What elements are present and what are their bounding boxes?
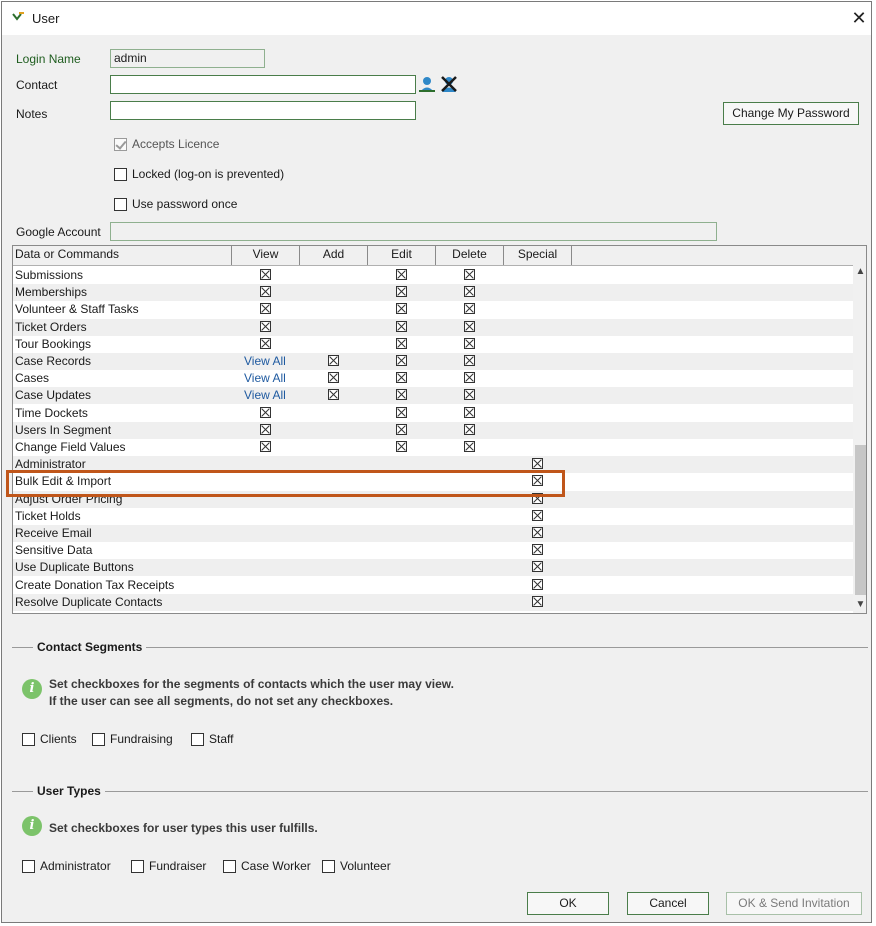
type-case-worker-checkbox[interactable] xyxy=(223,860,236,873)
add-checkbox[interactable] xyxy=(328,372,339,383)
change-password-button[interactable]: Change My Password xyxy=(723,102,859,125)
segment-staff-label: Staff xyxy=(209,732,234,746)
add-checkbox[interactable] xyxy=(328,355,339,366)
edit-checkbox[interactable] xyxy=(396,424,407,435)
notes-label: Notes xyxy=(16,107,48,121)
view-all-link[interactable]: View All xyxy=(244,388,286,403)
app-logo-icon xyxy=(12,11,26,25)
row-name: Ticket Holds xyxy=(15,508,81,523)
type-administrator-label: Administrator xyxy=(40,859,111,873)
segment-fundraising-checkbox[interactable] xyxy=(92,733,105,746)
table-row[interactable] xyxy=(13,542,853,559)
locked-label: Locked (log-on is prevented) xyxy=(132,167,285,181)
scroll-up-icon[interactable]: ▲ xyxy=(855,266,866,277)
use-password-once-label: Use password once xyxy=(132,197,238,211)
table-row[interactable] xyxy=(13,267,853,284)
table-row[interactable] xyxy=(13,387,853,404)
view-checkbox[interactable] xyxy=(260,338,271,349)
contact-field[interactable] xyxy=(110,75,416,94)
ok-button[interactable]: OK xyxy=(527,892,609,915)
table-row[interactable] xyxy=(13,284,853,301)
row-name: Cases xyxy=(15,371,50,386)
view-checkbox[interactable] xyxy=(260,407,271,418)
edit-checkbox[interactable] xyxy=(396,321,407,332)
notes-field[interactable] xyxy=(110,101,416,120)
table-row[interactable] xyxy=(13,319,853,336)
row-name: Volunteer & Staff Tasks xyxy=(15,302,139,317)
edit-checkbox[interactable] xyxy=(396,355,407,366)
edit-checkbox[interactable] xyxy=(396,407,407,418)
row-name: Change Field Values xyxy=(15,440,126,454)
info-icon: i xyxy=(22,679,42,699)
google-account-label: Google Account xyxy=(16,225,101,239)
special-checkbox[interactable] xyxy=(532,579,543,590)
type-fundraiser-checkbox[interactable] xyxy=(131,860,144,873)
delete-checkbox[interactable] xyxy=(464,389,475,400)
grid-scrollbar[interactable] xyxy=(853,265,867,613)
delete-checkbox[interactable] xyxy=(464,321,475,332)
row-name: Submissions xyxy=(15,268,84,282)
clear-contact-icon[interactable] xyxy=(440,75,458,93)
edit-checkbox[interactable] xyxy=(396,338,407,349)
delete-checkbox[interactable] xyxy=(464,303,475,314)
delete-checkbox[interactable] xyxy=(464,441,475,452)
delete-checkbox[interactable] xyxy=(464,269,475,280)
view-checkbox[interactable] xyxy=(260,424,271,435)
row-name: Sensitive Data xyxy=(15,543,93,558)
row-name: Ticket Orders xyxy=(15,319,87,334)
type-volunteer-label: Volunteer xyxy=(340,859,391,873)
select-contact-icon[interactable] xyxy=(418,75,436,93)
segment-staff-checkbox[interactable] xyxy=(191,733,204,746)
accepts-licence-label: Accepts Licence xyxy=(132,137,220,151)
table-row[interactable] xyxy=(13,525,853,542)
contact-segments-info-line1: Set checkboxes for the segments of contacts which the user may view. xyxy=(49,677,455,691)
table-row[interactable] xyxy=(13,594,853,611)
table-row[interactable] xyxy=(13,370,853,387)
special-checkbox[interactable] xyxy=(532,596,543,607)
info-icon: i xyxy=(22,816,42,836)
contact-segments-info-line2: If the user can see all segments, do not set any checkboxes. xyxy=(49,694,394,708)
add-checkbox[interactable] xyxy=(328,389,339,400)
highlight-box xyxy=(6,470,565,497)
edit-checkbox[interactable] xyxy=(396,286,407,297)
permissions-grid xyxy=(12,245,867,614)
special-checkbox[interactable] xyxy=(532,561,543,572)
table-row[interactable] xyxy=(13,559,853,576)
type-case-worker-label: Case Worker xyxy=(241,859,311,873)
segment-fundraising-label: Fundraising xyxy=(110,732,173,746)
table-row[interactable] xyxy=(13,405,853,422)
scroll-thumb[interactable] xyxy=(855,445,866,595)
row-name: Create Donation Tax Receipts xyxy=(15,577,175,592)
row-name: Time Dockets xyxy=(15,405,88,420)
edit-checkbox[interactable] xyxy=(396,303,407,314)
view-all-link[interactable]: View All xyxy=(244,354,286,368)
table-row[interactable] xyxy=(13,508,853,525)
contact-segments-title: Contact Segments xyxy=(33,640,146,654)
row-name: Use Duplicate Buttons xyxy=(15,560,134,575)
column-header-special[interactable]: Special xyxy=(504,246,572,265)
edit-checkbox[interactable] xyxy=(396,389,407,400)
user-types-title: User Types xyxy=(33,784,105,798)
row-name: Bulk Edit & Import xyxy=(15,474,112,489)
row-name: Case Updates xyxy=(15,388,92,403)
window-title: User xyxy=(32,11,60,26)
edit-checkbox[interactable] xyxy=(396,269,407,280)
type-volunteer-checkbox[interactable] xyxy=(322,860,335,873)
table-row[interactable] xyxy=(13,422,853,439)
table-row[interactable] xyxy=(13,439,853,456)
delete-checkbox[interactable] xyxy=(464,407,475,418)
login-name-label: Login Name xyxy=(16,52,81,66)
delete-checkbox[interactable] xyxy=(464,355,475,366)
table-row[interactable] xyxy=(13,577,853,594)
view-checkbox[interactable] xyxy=(260,321,271,332)
row-name: Administrator xyxy=(15,457,86,472)
row-name: Adjust Order Pricing xyxy=(15,491,123,506)
user-types-info-line1: Set checkboxes for user types this user fulfills. xyxy=(49,821,318,835)
special-checkbox[interactable] xyxy=(532,544,543,555)
use-password-once-checkbox[interactable] xyxy=(114,198,127,211)
special-checkbox[interactable] xyxy=(532,510,543,521)
column-header-edit[interactable]: Edit xyxy=(368,246,436,265)
view-all-link[interactable]: View All xyxy=(244,371,286,386)
edit-checkbox[interactable] xyxy=(396,372,407,383)
grid-header xyxy=(13,246,866,266)
view-checkbox[interactable] xyxy=(260,286,271,297)
table-row[interactable] xyxy=(13,336,853,353)
table-row[interactable] xyxy=(13,301,853,318)
row-name: Users In Segment xyxy=(15,422,112,437)
column-header-add[interactable]: Add xyxy=(300,246,368,265)
view-checkbox[interactable] xyxy=(260,441,271,452)
view-checkbox[interactable] xyxy=(260,269,271,280)
delete-checkbox[interactable] xyxy=(464,338,475,349)
user-types-divider xyxy=(12,791,868,792)
title-bar xyxy=(2,2,871,35)
scroll-down-icon[interactable]: ▼ xyxy=(855,599,866,610)
ok-send-invitation-button[interactable]: OK & Send Invitation xyxy=(726,892,862,915)
type-administrator-checkbox[interactable] xyxy=(22,860,35,873)
edit-checkbox[interactable] xyxy=(396,441,407,452)
special-checkbox[interactable] xyxy=(532,527,543,538)
row-name: Memberships xyxy=(15,285,88,300)
column-header-delete[interactable]: Delete xyxy=(436,246,504,265)
segment-clients-checkbox[interactable] xyxy=(22,733,35,746)
special-checkbox[interactable] xyxy=(532,458,543,469)
accepts-licence-checkbox[interactable] xyxy=(114,138,127,151)
cancel-button[interactable]: Cancel xyxy=(627,892,709,915)
close-icon[interactable]: ✕ xyxy=(851,8,867,28)
row-name: Case Records xyxy=(15,354,92,368)
login-name-field[interactable]: admin xyxy=(110,49,265,68)
segment-clients-label: Clients xyxy=(40,732,77,746)
table-row[interactable] xyxy=(13,353,853,370)
delete-checkbox[interactable] xyxy=(464,424,475,435)
row-name: Tour Bookings xyxy=(15,336,92,351)
column-header-data-or-commands[interactable]: Data or Commands xyxy=(13,246,232,265)
row-name: Resolve Duplicate Contacts xyxy=(15,594,163,609)
delete-checkbox[interactable] xyxy=(464,286,475,297)
type-fundraiser-label: Fundraiser xyxy=(149,859,207,873)
view-checkbox[interactable] xyxy=(260,303,271,314)
row-name: Receive Email xyxy=(15,526,92,540)
google-account-field[interactable] xyxy=(110,222,717,241)
locked-checkbox[interactable] xyxy=(114,168,127,181)
column-header-view[interactable]: View xyxy=(232,246,300,265)
delete-checkbox[interactable] xyxy=(464,372,475,383)
contact-label: Contact xyxy=(16,78,58,92)
